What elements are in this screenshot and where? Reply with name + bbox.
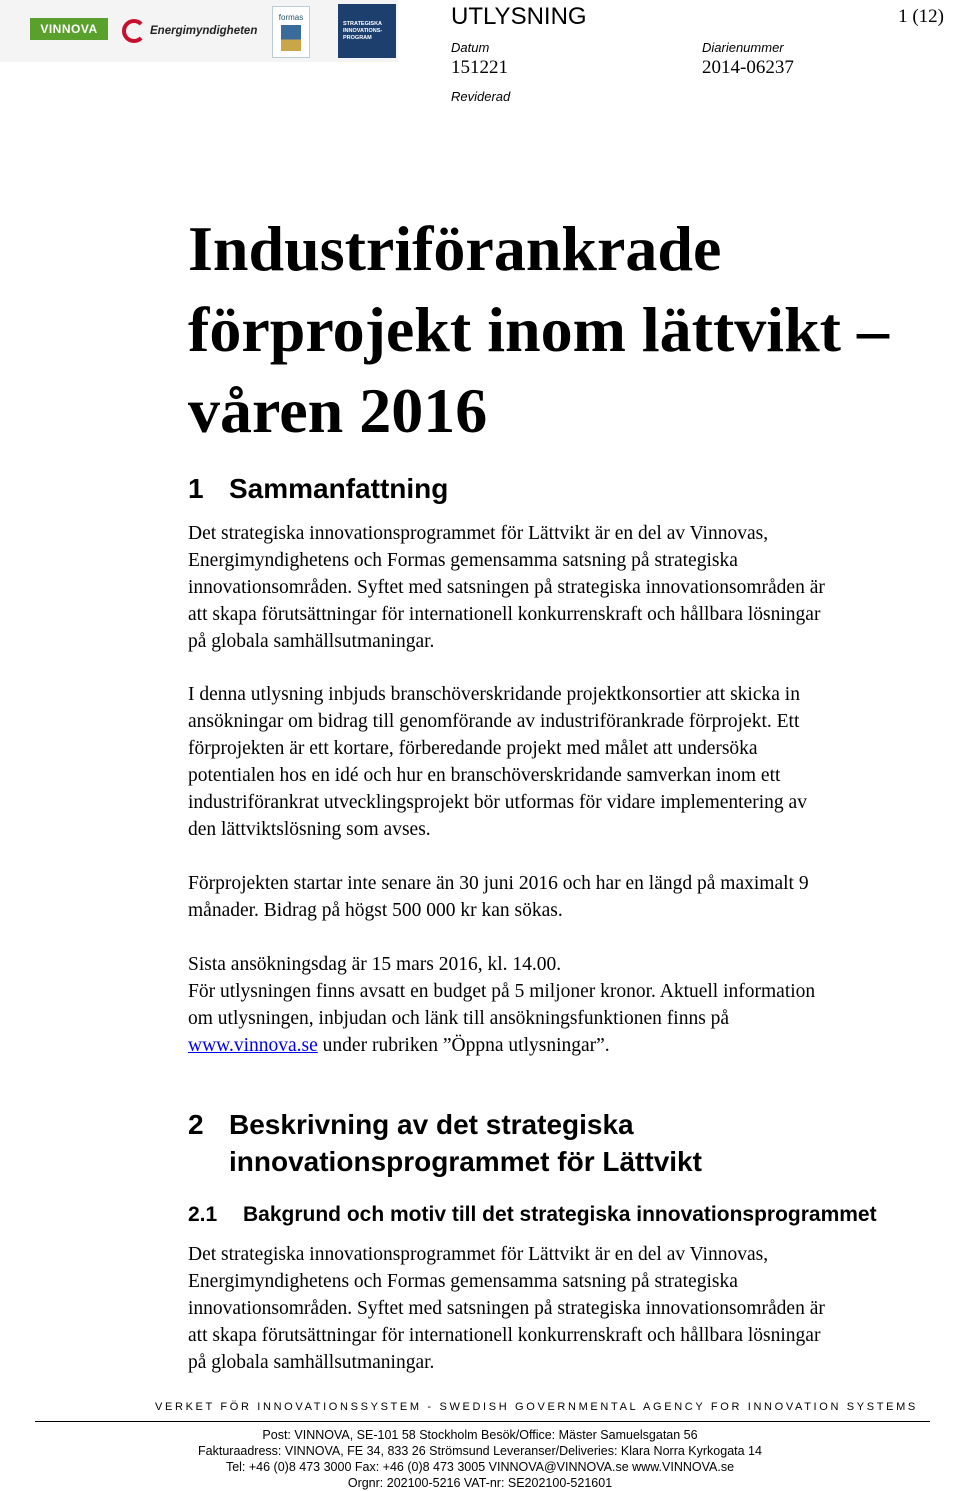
text-line: innovationsområden. Syftet med satsningen på strategiska innovationsområden är (188, 1298, 825, 1319)
text-line: att skapa förutsättningar för internationell konkurrenskraft och hållbara lösningar (188, 604, 821, 625)
text-line: förprojekten är ett kortare, förberedande projekt med målet att undersöka (188, 738, 758, 759)
text-line: ansökningar om bidrag till genomförande av industriförankrade förprojekt. Ett (188, 711, 800, 732)
energimyndigheten-logo (122, 14, 260, 48)
section-title-continued: innovationsprogrammet för Lättvikt (229, 1146, 702, 1177)
footer-divider (35, 1421, 930, 1422)
diarienummer-label: Diarienummer (702, 40, 784, 55)
page-number: 1 (12) (898, 6, 944, 27)
text-line: Energimyndighetens och Formas gemensamma satsning på strategiska (188, 1271, 738, 1292)
text-line: på globala samhällsutmaningar. (188, 631, 435, 652)
text-line (188, 1032, 958, 1059)
vinnova-website-link[interactable]: www.vinnova.se (188, 1035, 318, 1056)
datum-value: 151221 (451, 57, 508, 78)
vinnova-logo: VINNOVA (30, 18, 108, 40)
title-line: förprojekt inom lättvikt – (188, 294, 889, 365)
section-1-paragraph-2 (188, 681, 958, 843)
subsection-2-1-heading (188, 1203, 877, 1227)
text-line: månader. Bidrag på högst 500 000 kr kan sökas. (188, 900, 563, 921)
text-line: Sista ansökningsdag är 15 mars 2016, kl. 14.00. (188, 954, 562, 975)
formas-logo-text: formas (278, 13, 304, 22)
text-line: potentialen hos en idé och hur en branschöverskridande samverkan inom ett (188, 765, 781, 786)
energimyndigheten-mark-icon (122, 19, 146, 43)
section-title: Beskrivning av det strategiska (229, 1109, 634, 1140)
title-line: våren 2016 (188, 375, 488, 446)
datum-label: Datum (451, 40, 490, 55)
section-1-paragraph-4 (188, 951, 958, 1059)
reviderad-label: Reviderad (451, 89, 511, 104)
sip-logo-line: STRATEGISKA (343, 20, 383, 27)
text-line: Förprojekten startar inte senare än 30 juni 2016 och har en längd på maximalt 9 (188, 873, 809, 894)
section-title: Sammanfattning (229, 473, 449, 504)
text-line: innovationsområden. Syftet med satsningen på strategiska innovationsområden är (188, 577, 825, 598)
text-line: att skapa förutsättningar för internationell konkurrenskraft och hållbara lösningar (188, 1325, 821, 1346)
section-1-paragraph-1 (188, 520, 958, 655)
logo-bar (0, 0, 398, 62)
text-line: Det strategiska innovationsprogrammet för Lättvikt är en del av Vinnovas, (188, 523, 769, 544)
subsection-number: 2.1 (188, 1203, 218, 1226)
footer-line: Tel: +46 (0)8 473 3000 Fax: +46 (0)8 473 3005 VINNOVA@VINNOVA.se www.VINNOVA.se (225, 1460, 735, 1474)
footer-agency-name: VERKET FÖR INNOVATIONSSYSTEM - SWEDISH GOVERNMENTAL AGENCY FOR INNOVATION SYSTEMS (155, 1401, 918, 1413)
text-line: I denna utlysning inbjuds branschöverskridande projektkonsortier att skicka in (188, 684, 800, 705)
section-2-paragraph-1 (188, 1241, 958, 1376)
document-type: UTLYSNING (451, 3, 587, 30)
text-line: Energimyndighetens och Formas gemensamma satsning på strategiska (188, 550, 738, 571)
section-1-heading (188, 473, 448, 505)
energimyndigheten-logo-text: Energimyndigheten (150, 25, 258, 37)
footer-line: Post: VINNOVA, SE-101 58 Stockholm Besök/Office: Mäster Samuelsgatan 56 (262, 1428, 698, 1442)
text-line: den lättviktslösning som avses. (188, 819, 431, 840)
footer-line: Fakturaadress: VINNOVA, FE 34, 833 26 Strömsund Leveranser/Deliveries: Klara Norra Kyrkogata 14 (198, 1444, 762, 1458)
text-line: För utlysningen finns avsatt en budget på 5 miljoner kronor. Aktuell information (188, 981, 816, 1002)
title-line: Industriförankrade (188, 213, 722, 284)
sip-logo-line: PROGRAM (343, 34, 372, 41)
section-1-paragraph-3 (188, 870, 958, 924)
footer-address (0, 1427, 960, 1491)
diarienummer-value: 2014-06237 (702, 57, 794, 78)
subsection-title: Bakgrund och motiv till det strategiska innovationsprogrammet (243, 1203, 877, 1226)
text-line: på globala samhällsutmaningar. (188, 1352, 435, 1373)
text-line: om utlysningen, inbjudan och länk till ansökningsfunktionen finns på (188, 1008, 730, 1029)
document-title (188, 208, 889, 451)
footer-line: Orgnr: 202100-5216 VAT-nr: SE202100-521601 (347, 1476, 613, 1490)
sip-logo-line: INNOVATIONS- (343, 27, 383, 34)
formas-logo (272, 6, 310, 58)
formas-mark-icon (281, 25, 301, 51)
text-fragment: under rubriken ”Öppna utlysningar”. (317, 1035, 610, 1056)
section-number: 2 (188, 1109, 204, 1140)
section-2-heading (188, 1106, 702, 1180)
text-line: industriförankrat utvecklingsprojekt bör utformas för vidare implementering av (188, 792, 807, 813)
text-line: Det strategiska innovationsprogrammet för Lättvikt är en del av Vinnovas, (188, 1244, 769, 1265)
section-number: 1 (188, 473, 204, 504)
strategiska-innovationsprogram-logo (338, 4, 396, 58)
